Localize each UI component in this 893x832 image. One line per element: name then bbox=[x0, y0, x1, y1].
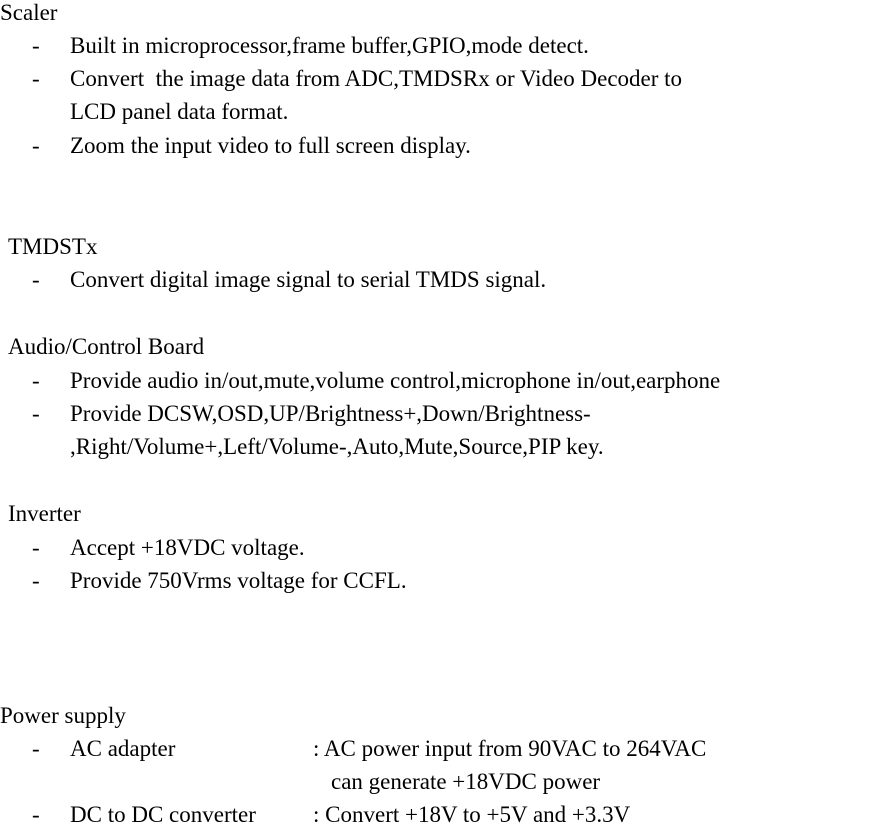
section-title-power-supply: Power supply bbox=[0, 703, 126, 728]
tmdstx-item-1: Convert digital image signal to serial TMDS signal. bbox=[70, 267, 547, 292]
bullet-dash: - bbox=[32, 401, 40, 426]
section-title-audio-control-board: Audio/Control Board bbox=[8, 334, 205, 359]
bullet-dash: - bbox=[32, 66, 40, 91]
scaler-item-1: Built in microprocessor,frame buffer,GPIO,mode detect. bbox=[70, 33, 589, 58]
power-item-1-label: AC adapter bbox=[70, 736, 176, 761]
audio-item-2-line-1: Provide DCSW,OSD,UP/Brightness+,Down/Brightness- bbox=[70, 401, 591, 426]
inverter-item-1: Accept +18VDC voltage. bbox=[70, 535, 305, 560]
power-item-1-desc-line-1: : AC power input from 90VAC to 264VAC bbox=[313, 736, 707, 761]
scaler-item-3: Zoom the input video to full screen display. bbox=[70, 133, 471, 158]
bullet-dash: - bbox=[32, 568, 40, 593]
bullet-dash: - bbox=[32, 368, 40, 393]
audio-item-1: Provide audio in/out,mute,volume control,microphone in/out,earphone bbox=[70, 368, 721, 393]
power-item-2-desc: : Convert +18V to +5V and +3.3V bbox=[313, 802, 631, 827]
power-item-1-desc-line-2: can generate +18VDC power bbox=[331, 769, 601, 794]
bullet-dash: - bbox=[32, 33, 40, 58]
scaler-item-2-line-1: Convert the image data from ADC,TMDSRx or Video Decoder to bbox=[70, 66, 683, 91]
bullet-dash: - bbox=[32, 736, 40, 761]
section-title-scaler: Scaler bbox=[0, 0, 58, 25]
section-title-inverter: Inverter bbox=[8, 501, 81, 526]
section-title-tmdstx: TMDSTx bbox=[8, 234, 98, 259]
audio-item-2-line-2: ,Right/Volume+,Left/Volume-,Auto,Mute,Source,PIP key. bbox=[70, 434, 604, 459]
bullet-dash: - bbox=[32, 802, 40, 827]
bullet-dash: - bbox=[32, 133, 40, 158]
bullet-dash: - bbox=[32, 535, 40, 560]
scaler-item-2-line-2: LCD panel data format. bbox=[70, 99, 289, 124]
power-item-2-label: DC to DC converter bbox=[70, 802, 256, 827]
bullet-dash: - bbox=[32, 267, 40, 292]
inverter-item-2: Provide 750Vrms voltage for CCFL. bbox=[70, 568, 407, 593]
